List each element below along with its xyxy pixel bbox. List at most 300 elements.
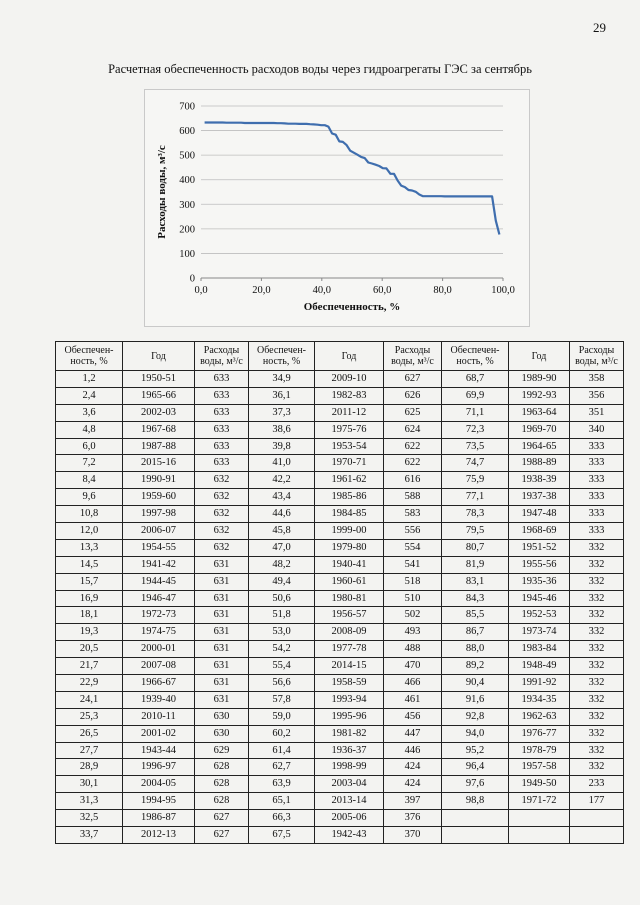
table-cell: 470 <box>384 658 442 675</box>
table-cell: 1940-41 <box>315 556 384 573</box>
table-cell: 44,6 <box>249 506 315 523</box>
table-cell: 631 <box>195 624 249 641</box>
table-cell: 85,5 <box>442 607 509 624</box>
table-row <box>56 489 624 506</box>
table-cell: 1968-69 <box>509 523 570 540</box>
table-cell: 1993-94 <box>315 691 384 708</box>
table-cell <box>570 827 624 844</box>
table-cell: 488 <box>384 641 442 658</box>
table-cell: 627 <box>195 810 249 827</box>
table-cell: 86,7 <box>442 624 509 641</box>
table-cell: 627 <box>384 371 442 388</box>
table-cell: 466 <box>384 675 442 692</box>
table-cell: 19,3 <box>56 624 123 641</box>
table-row <box>56 776 624 793</box>
table-row <box>56 455 624 472</box>
table-cell: 332 <box>570 590 624 607</box>
table-row <box>56 607 624 624</box>
table-row <box>56 675 624 692</box>
table-cell: 2008-09 <box>315 624 384 641</box>
table-cell: 1997-98 <box>123 506 195 523</box>
table-cell: 54,2 <box>249 641 315 658</box>
table-cell: 49,4 <box>249 573 315 590</box>
table-cell: 446 <box>384 742 442 759</box>
table-cell: 629 <box>195 742 249 759</box>
table-cell: 47,0 <box>249 539 315 556</box>
table-cell: 56,6 <box>249 675 315 692</box>
table-cell: 28,9 <box>56 759 123 776</box>
column-header <box>570 342 624 371</box>
column-header-line: ность, % <box>70 356 108 367</box>
table-cell: 2002-03 <box>123 404 195 421</box>
table-cell: 1954-55 <box>123 539 195 556</box>
column-header <box>195 342 249 371</box>
table-cell: 1975-76 <box>315 421 384 438</box>
table-cell: 358 <box>570 371 624 388</box>
table-cell: 631 <box>195 590 249 607</box>
table-cell: 2013-14 <box>315 793 384 810</box>
y-tick-label: 0 <box>189 273 195 285</box>
table-cell: 43,4 <box>249 489 315 506</box>
table-cell: 588 <box>384 489 442 506</box>
column-header-line: Обеспечен- <box>64 345 114 356</box>
table-cell: 622 <box>384 438 442 455</box>
table-cell: 351 <box>570 404 624 421</box>
line-chart <box>145 90 529 326</box>
table-cell: 6,0 <box>56 438 123 455</box>
table-cell: 69,9 <box>442 387 509 404</box>
table-cell: 1988-89 <box>509 455 570 472</box>
table-cell: 45,8 <box>249 523 315 540</box>
table-cell: 333 <box>570 455 624 472</box>
table-cell: 84,3 <box>442 590 509 607</box>
table-cell: 332 <box>570 573 624 590</box>
data-table <box>55 341 624 844</box>
table-row <box>56 421 624 438</box>
table-cell: 89,2 <box>442 658 509 675</box>
table-cell: 1946-47 <box>123 590 195 607</box>
table-row <box>56 725 624 742</box>
column-header-line: воды, м³/с <box>575 356 618 367</box>
table-cell: 2010-11 <box>123 708 195 725</box>
y-tick-label: 200 <box>179 224 195 236</box>
table-cell: 177 <box>570 793 624 810</box>
table-cell: 3,6 <box>56 404 123 421</box>
table-cell: 628 <box>195 776 249 793</box>
column-header <box>56 342 123 371</box>
column-header-line: Расходы <box>394 345 431 356</box>
table-cell: 1939-40 <box>123 691 195 708</box>
table-cell: 72,3 <box>442 421 509 438</box>
table-cell: 51,8 <box>249 607 315 624</box>
table-cell: 1965-66 <box>123 387 195 404</box>
table-cell: 34,9 <box>249 371 315 388</box>
table-cell: 88,0 <box>442 641 509 658</box>
table-cell: 2011-12 <box>315 404 384 421</box>
table-cell: 1971-72 <box>509 793 570 810</box>
table-cell: 332 <box>570 556 624 573</box>
table-cell: 42,2 <box>249 472 315 489</box>
table-cell: 541 <box>384 556 442 573</box>
table-cell: 37,3 <box>249 404 315 421</box>
table-cell: 631 <box>195 607 249 624</box>
table-cell: 65,1 <box>249 793 315 810</box>
table-cell: 625 <box>384 404 442 421</box>
table-cell: 624 <box>384 421 442 438</box>
table-cell: 332 <box>570 708 624 725</box>
table-cell: 630 <box>195 725 249 742</box>
table-cell: 1964-65 <box>509 438 570 455</box>
table-cell: 631 <box>195 573 249 590</box>
column-header-line: воды, м³/с <box>391 356 434 367</box>
table-cell: 91,6 <box>442 691 509 708</box>
column-header <box>123 342 195 371</box>
table-cell <box>509 827 570 844</box>
column-header-line: Обеспечен- <box>450 345 500 356</box>
table-cell: 1942-43 <box>315 827 384 844</box>
y-tick-label: 700 <box>179 101 195 113</box>
table-cell: 1952-53 <box>509 607 570 624</box>
table-cell: 332 <box>570 759 624 776</box>
table-cell: 71,1 <box>442 404 509 421</box>
table-cell: 24,1 <box>56 691 123 708</box>
table-cell: 333 <box>570 506 624 523</box>
table-cell: 1989-90 <box>509 371 570 388</box>
table-cell: 424 <box>384 776 442 793</box>
table-cell: 74,7 <box>442 455 509 472</box>
table-cell: 630 <box>195 708 249 725</box>
table-cell: 1949-50 <box>509 776 570 793</box>
table-cell: 1937-38 <box>509 489 570 506</box>
series-line <box>205 123 500 235</box>
table-cell: 95,2 <box>442 742 509 759</box>
table-cell: 7,2 <box>56 455 123 472</box>
table-cell: 1957-58 <box>509 759 570 776</box>
table-cell: 518 <box>384 573 442 590</box>
table-cell: 333 <box>570 489 624 506</box>
table-cell: 80,7 <box>442 539 509 556</box>
table-cell: 2003-04 <box>315 776 384 793</box>
table-cell: 2000-01 <box>123 641 195 658</box>
column-header-line: Год <box>531 350 547 362</box>
table-cell: 66,3 <box>249 810 315 827</box>
table-cell: 332 <box>570 725 624 742</box>
table-cell: 556 <box>384 523 442 540</box>
table-cell: 55,4 <box>249 658 315 675</box>
table-cell: 1969-70 <box>509 421 570 438</box>
table-cell: 1985-86 <box>315 489 384 506</box>
table-cell: 1945-46 <box>509 590 570 607</box>
table-cell: 1984-85 <box>315 506 384 523</box>
column-header-line: Год <box>151 350 166 362</box>
table-cell: 632 <box>195 489 249 506</box>
table-cell: 332 <box>570 742 624 759</box>
y-tick-label: 500 <box>179 150 195 162</box>
table-cell: 1936-37 <box>315 742 384 759</box>
table-cell: 92,8 <box>442 708 509 725</box>
table-cell: 2001-02 <box>123 725 195 742</box>
table-cell: 632 <box>195 472 249 489</box>
table-cell: 41,0 <box>249 455 315 472</box>
table-cell: 25,3 <box>56 708 123 725</box>
column-header <box>249 342 315 371</box>
x-tick-label: 100,0 <box>491 285 515 296</box>
table-cell: 1966-67 <box>123 675 195 692</box>
y-tick-label: 100 <box>179 248 195 260</box>
table-cell: 493 <box>384 624 442 641</box>
table-cell: 78,3 <box>442 506 509 523</box>
table-cell: 16,9 <box>56 590 123 607</box>
x-tick-label: 80,0 <box>433 285 452 296</box>
table-cell: 332 <box>570 607 624 624</box>
table-row <box>56 506 624 523</box>
x-tick-label: 60,0 <box>373 285 392 296</box>
table-cell: 59,0 <box>249 708 315 725</box>
table-cell: 1995-96 <box>315 708 384 725</box>
table-row <box>56 371 624 388</box>
x-tick-label: 40,0 <box>312 285 331 296</box>
column-header <box>384 342 442 371</box>
table-cell: 38,6 <box>249 421 315 438</box>
page-number: 29 <box>593 20 606 35</box>
table-cell: 57,8 <box>249 691 315 708</box>
table-cell: 632 <box>195 506 249 523</box>
table-cell: 376 <box>384 810 442 827</box>
table-cell: 60,2 <box>249 725 315 742</box>
table-cell: 631 <box>195 675 249 692</box>
x-axis-label: Обеспеченность, % <box>303 301 401 313</box>
table-cell: 1979-80 <box>315 539 384 556</box>
table-cell: 333 <box>570 523 624 540</box>
table-cell: 333 <box>570 472 624 489</box>
table-cell: 633 <box>195 438 249 455</box>
table-cell: 332 <box>570 658 624 675</box>
table-cell: 633 <box>195 371 249 388</box>
table-cell: 1977-78 <box>315 641 384 658</box>
table-cell: 424 <box>384 759 442 776</box>
table-cell: 14,5 <box>56 556 123 573</box>
table-cell: 631 <box>195 556 249 573</box>
table-cell: 1960-61 <box>315 573 384 590</box>
table-cell: 2009-10 <box>315 371 384 388</box>
table-cell <box>442 810 509 827</box>
table-cell: 627 <box>195 827 249 844</box>
table-cell: 98,8 <box>442 793 509 810</box>
table-cell: 62,7 <box>249 759 315 776</box>
table-cell: 1980-81 <box>315 590 384 607</box>
table-row <box>56 556 624 573</box>
table-cell: 1967-68 <box>123 421 195 438</box>
table-cell: 1998-99 <box>315 759 384 776</box>
table-cell: 73,5 <box>442 438 509 455</box>
table-row <box>56 387 624 404</box>
table-cell: 53,0 <box>249 624 315 641</box>
y-tick-label: 400 <box>179 175 195 187</box>
table-cell <box>509 810 570 827</box>
table-cell: 632 <box>195 539 249 556</box>
table-cell: 356 <box>570 387 624 404</box>
table-cell: 1944-45 <box>123 573 195 590</box>
table-cell: 1961-62 <box>315 472 384 489</box>
column-header <box>509 342 570 371</box>
table-cell: 1987-88 <box>123 438 195 455</box>
table-cell: 61,4 <box>249 742 315 759</box>
table-cell: 632 <box>195 523 249 540</box>
table-cell: 583 <box>384 506 442 523</box>
column-header-line: ность, % <box>456 356 494 367</box>
column-header <box>315 342 384 371</box>
table-cell: 397 <box>384 793 442 810</box>
table-cell: 27,7 <box>56 742 123 759</box>
table-row <box>56 590 624 607</box>
table-cell: 1951-52 <box>509 539 570 556</box>
table-cell: 77,1 <box>442 489 509 506</box>
table-cell: 1981-82 <box>315 725 384 742</box>
column-header <box>442 342 509 371</box>
x-tick-label: 0,0 <box>194 285 208 296</box>
table-row <box>56 641 624 658</box>
table-cell: 1970-71 <box>315 455 384 472</box>
table-cell: 1953-54 <box>315 438 384 455</box>
table-cell: 81,9 <box>442 556 509 573</box>
table-cell: 1982-83 <box>315 387 384 404</box>
table-cell: 79,5 <box>442 523 509 540</box>
y-tick-label: 300 <box>179 199 195 211</box>
x-tick-label: 20,0 <box>252 285 271 296</box>
table-cell: 15,7 <box>56 573 123 590</box>
table-cell: 75,9 <box>442 472 509 489</box>
table-cell: 332 <box>570 691 624 708</box>
table-cell: 332 <box>570 624 624 641</box>
table-row <box>56 742 624 759</box>
column-header-line: Год <box>341 350 357 362</box>
table-cell: 461 <box>384 691 442 708</box>
table-cell: 10,8 <box>56 506 123 523</box>
table-cell: 1976-77 <box>509 725 570 742</box>
table-cell: 67,5 <box>249 827 315 844</box>
table-cell: 2015-16 <box>123 455 195 472</box>
table-cell: 1991-92 <box>509 675 570 692</box>
table-cell: 1958-59 <box>315 675 384 692</box>
table-cell: 21,7 <box>56 658 123 675</box>
table-cell: 633 <box>195 387 249 404</box>
table-cell: 333 <box>570 438 624 455</box>
table-cell: 33,7 <box>56 827 123 844</box>
table-cell: 233 <box>570 776 624 793</box>
table-cell: 1,2 <box>56 371 123 388</box>
table-cell: 30,1 <box>56 776 123 793</box>
y-tick-label: 600 <box>179 126 195 138</box>
table-cell: 12,0 <box>56 523 123 540</box>
table-cell: 1973-74 <box>509 624 570 641</box>
table-cell: 1943-44 <box>123 742 195 759</box>
table-cell: 1963-64 <box>509 404 570 421</box>
table-cell: 2014-15 <box>315 658 384 675</box>
table-cell: 616 <box>384 472 442 489</box>
table-cell: 68,7 <box>442 371 509 388</box>
table-cell: 622 <box>384 455 442 472</box>
table-header-row <box>56 342 624 371</box>
table-cell: 4,8 <box>56 421 123 438</box>
table-cell: 2,4 <box>56 387 123 404</box>
table-row <box>56 827 624 844</box>
table-cell: 26,5 <box>56 725 123 742</box>
table-cell: 332 <box>570 641 624 658</box>
table-cell: 1996-97 <box>123 759 195 776</box>
table-cell: 36,1 <box>249 387 315 404</box>
table-row <box>56 708 624 725</box>
table-cell: 633 <box>195 421 249 438</box>
chart-area <box>144 89 530 327</box>
table-cell: 2005-06 <box>315 810 384 827</box>
table-cell: 502 <box>384 607 442 624</box>
table-cell: 2012-13 <box>123 827 195 844</box>
table-cell: 1941-42 <box>123 556 195 573</box>
table-cell: 456 <box>384 708 442 725</box>
column-header-line: Расходы <box>203 345 240 356</box>
table-cell: 96,4 <box>442 759 509 776</box>
table-cell: 2006-07 <box>123 523 195 540</box>
table-cell: 94,0 <box>442 725 509 742</box>
table-row <box>56 793 624 810</box>
table-cell: 631 <box>195 658 249 675</box>
table-cell: 631 <box>195 641 249 658</box>
table-row <box>56 759 624 776</box>
table-cell: 50,6 <box>249 590 315 607</box>
table-cell: 332 <box>570 539 624 556</box>
table-cell: 31,3 <box>56 793 123 810</box>
column-header-line: Расходы <box>578 345 615 356</box>
table-cell: 90,4 <box>442 675 509 692</box>
table-cell: 510 <box>384 590 442 607</box>
table-cell: 83,1 <box>442 573 509 590</box>
table-row <box>56 573 624 590</box>
table-cell: 1978-79 <box>509 742 570 759</box>
table-cell: 1948-49 <box>509 658 570 675</box>
chart-title: Расчетная обеспеченность расходов воды через гидроагрегаты ГЭС за сентябрь <box>108 62 532 76</box>
table-cell: 9,6 <box>56 489 123 506</box>
table-cell: 2004-05 <box>123 776 195 793</box>
table-cell: 370 <box>384 827 442 844</box>
table-cell: 20,5 <box>56 641 123 658</box>
table-cell: 2007-08 <box>123 658 195 675</box>
table-cell: 32,5 <box>56 810 123 827</box>
table-cell: 633 <box>195 404 249 421</box>
table-cell: 1935-36 <box>509 573 570 590</box>
table-cell: 1990-91 <box>123 472 195 489</box>
table-cell: 1934-35 <box>509 691 570 708</box>
table-cell: 1947-48 <box>509 506 570 523</box>
table-cell: 447 <box>384 725 442 742</box>
table-row <box>56 658 624 675</box>
table-cell: 340 <box>570 421 624 438</box>
table-cell: 1994-95 <box>123 793 195 810</box>
table-cell <box>442 827 509 844</box>
table-cell: 1974-75 <box>123 624 195 641</box>
table-row <box>56 691 624 708</box>
table-cell: 1956-57 <box>315 607 384 624</box>
table-cell <box>570 810 624 827</box>
table-cell: 628 <box>195 759 249 776</box>
table-row <box>56 404 624 421</box>
table-cell: 1959-60 <box>123 489 195 506</box>
column-header-line: Обеспечен- <box>257 345 306 356</box>
table-cell: 633 <box>195 455 249 472</box>
table-cell: 1938-39 <box>509 472 570 489</box>
table-cell: 1962-63 <box>509 708 570 725</box>
column-header-line: ность, % <box>262 356 301 367</box>
table-cell: 22,9 <box>56 675 123 692</box>
